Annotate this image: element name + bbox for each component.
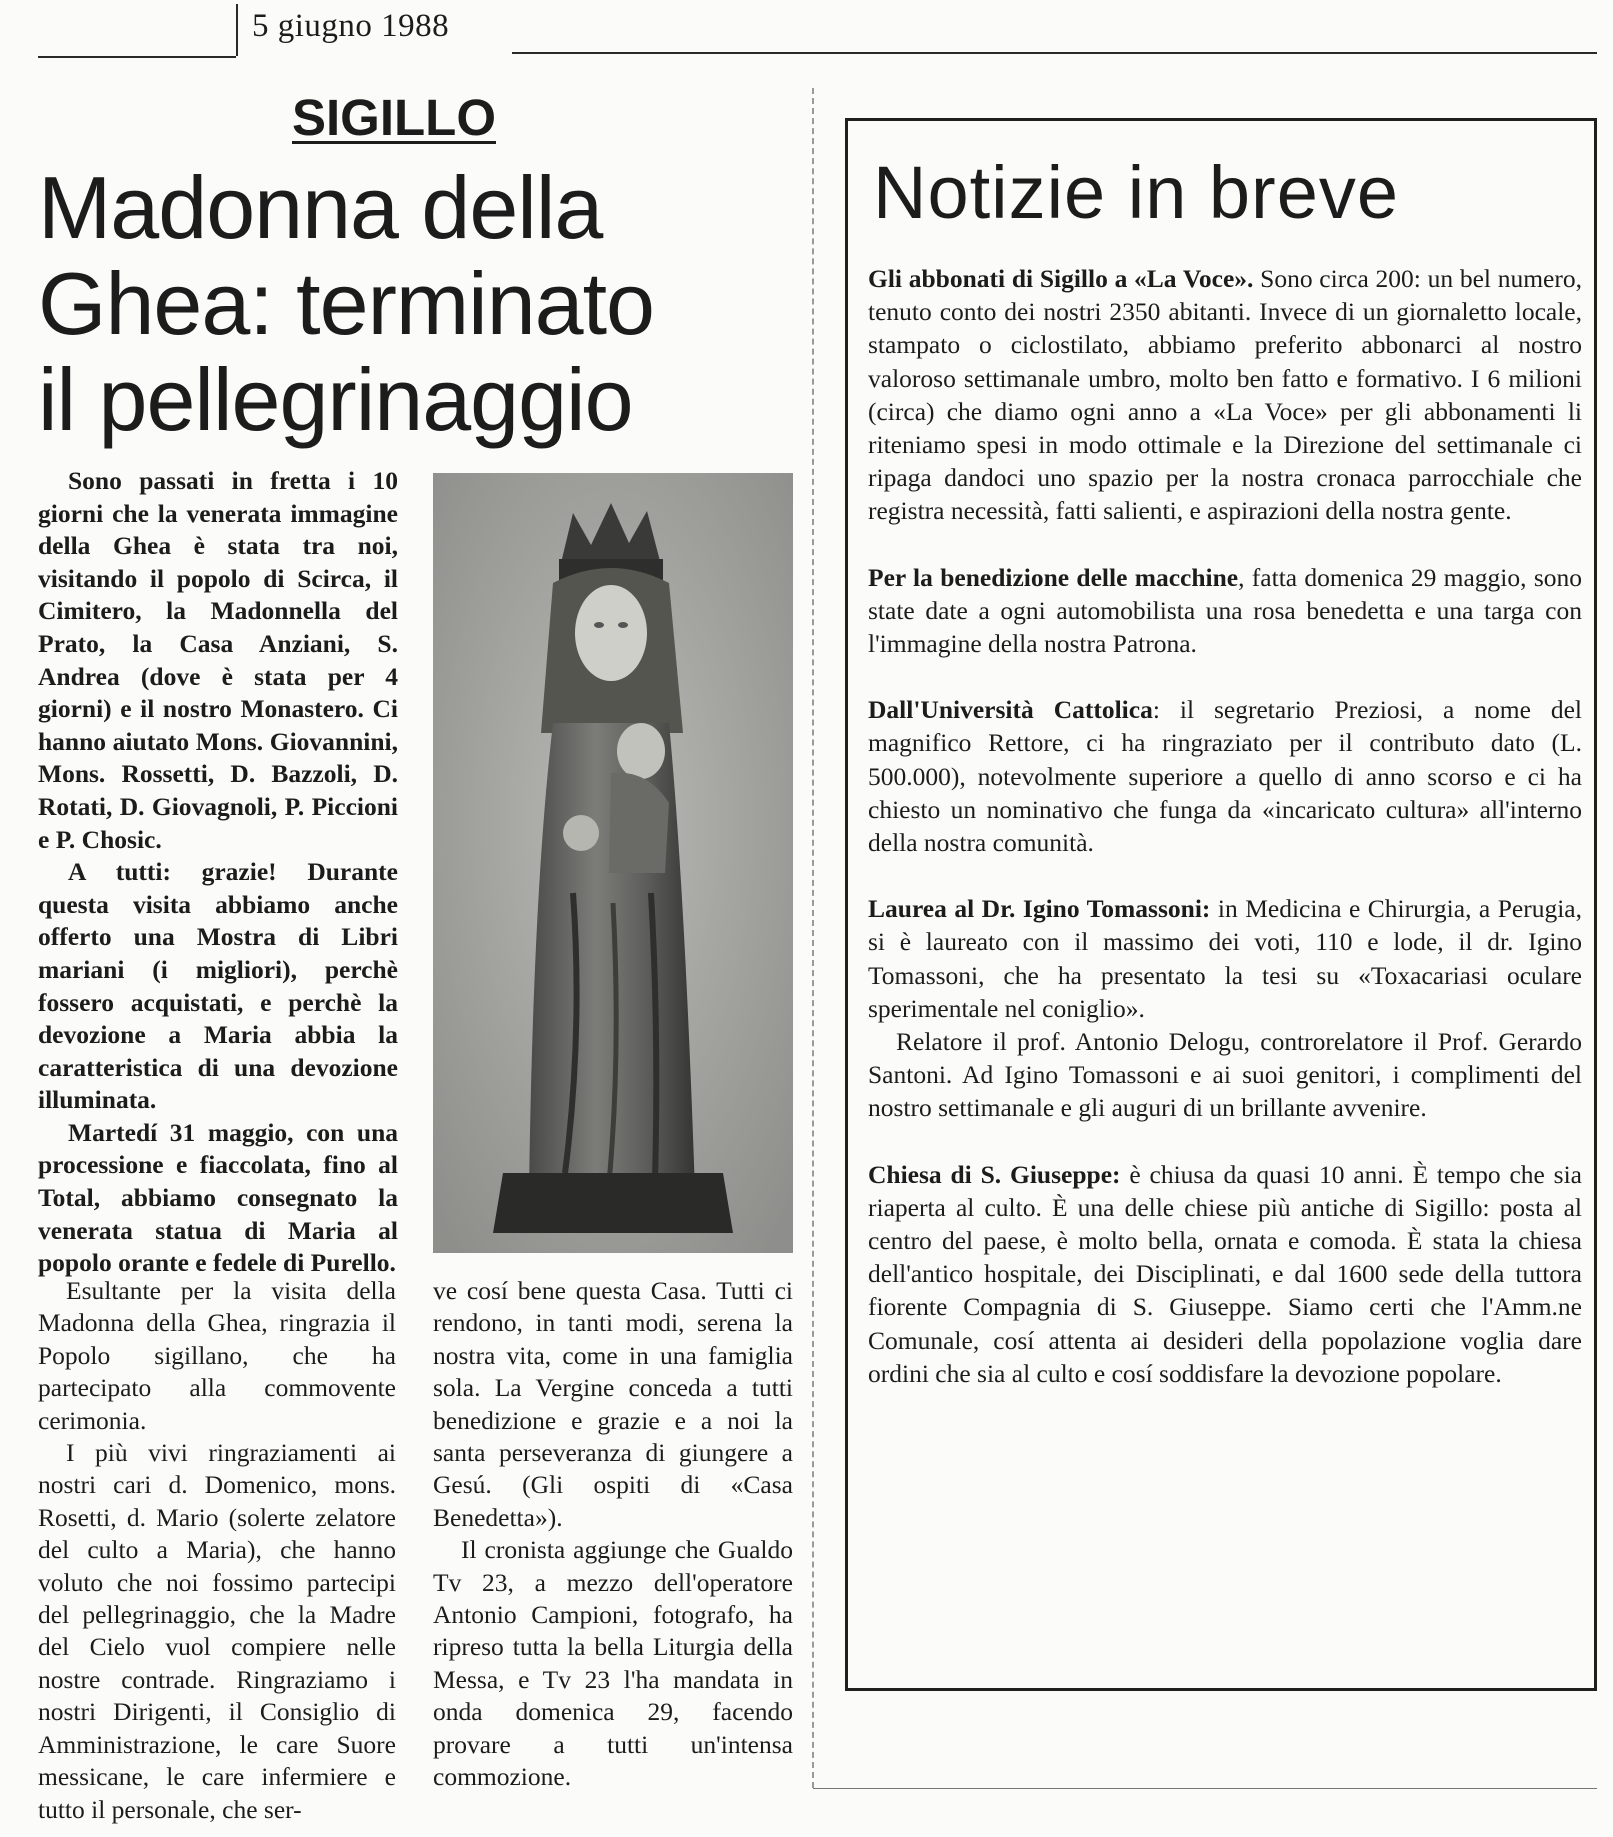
news-brief-items [868, 262, 1582, 1423]
brief-item-lead: Dall'Università Cattolica [868, 695, 1153, 725]
article-column-3 [433, 1275, 793, 1794]
dateline-tick [236, 4, 238, 56]
brief-item-text: è chiusa da quasi 10 anni. È tempo che sia riaperta al culto. È una delle chiese più antiche di Sigillo: posta al centro del paese, è molto bella, ornata e comoda. È stata la chiesa dell'antico hospitale, dei Disciplinati, e dal 1600 sede della tuttora fiorente Compagnia di S. Giuseppe. Siamo certi che l'Amm.ne Comunale, cosí attenta ai desideri della popolazione voglia dare ordini che sia al culto e cosí soddisfare la devozione popolare. [868, 1159, 1582, 1388]
news-brief-title: Notizie in breve [873, 151, 1400, 234]
article-headline [38, 160, 758, 448]
column-divider [812, 88, 815, 1788]
top-rule-right [512, 52, 1597, 54]
body-paragraph: ve cosí bene questa Casa. Tutti ci rendono, in tanti modi, serena la nostra vita, come in una famiglia sola. La Vergine conceda a tutti benedizione e grazie e a noi la santa perseveranza di giungere a Gesú. (Gli ospiti di «Casa Benedetta»). [433, 1276, 793, 1532]
bottom-rule [813, 1788, 1597, 1789]
brief-item-text: : il segretario Preziosi, a nome del magnifico Rettore, ci ha ringraziato per il contributo dato (L. 500.000), notevolmente superiore a quello di anno scorso e ci ha chiesto un nominativo che funga da «incaricato cultura» all'interno della nostra comunità. [868, 695, 1583, 858]
headline-line: il pellegrinaggio [38, 350, 633, 449]
lead-paragraph: Sono passati in fretta i 10 giorni che la venerata immagine della Ghea è stata tra noi, visitando il popolo di Scirca, il Cimitero, la Madonnella del Prato, la Casa Anziani, S. Andrea (dove è stata per 4 giorni) e il nostro Monastero. Ci hanno aiutato Mons. Giovannini, Mons. Rossetti, D. Bazzoli, D. Rotati, D. Giovagnoli, P. Piccioni e P. Chosic. [38, 466, 398, 854]
dateline: 5 giugno 1988 [252, 8, 450, 44]
brief-item-text: Sono circa 200: un bel numero, tenuto conto dei nostri 2350 abitanti. Invece di un giornaletto locale, stampato o ciclostilato, abbiamo preferito abbonarci al nostro valoroso settimanale umbro, molto ben fatto e formativo. I 6 milioni (circa) che diamo ogni anno a «La Voce» per gli abbonamenti li riteniamo spesi in modo ottimale e la Direzione del settimanale ci ripaga dandoci uno spazio per la nostra cronaca parrocchiale che registra necessità, fatti salienti, e aspirazioni della nostra gente. [868, 264, 1582, 526]
body-paragraph: Esultante per la visita della Madonna della Ghea, ringrazia il Popolo sigillano, che ha partecipato alla commovente cerimonia. [38, 1276, 396, 1435]
brief-item-lead: Per la benedizione delle macchine [868, 562, 1239, 592]
article-lead [38, 465, 398, 1280]
lead-paragraph: Martedí 31 maggio, con una processione e fiaccolata, fino al Total, abbiamo consegnato la venerata statua di Maria al popolo orante e fedele di Purello. [38, 1117, 398, 1278]
body-paragraph: Il cronista aggiunge che Gualdo Tv 23, a mezzo dell'operatore Antonio Campioni, fotografo, ha ripreso tutta la bella Liturgia della Messa, e Tv 23 l'ha mandata in onda domenica 29, facendo provare a tutti un'intensa commozione. [433, 1535, 793, 1792]
brief-item-lead: Laurea al Dr. Igino Tomassoni: [868, 894, 1211, 924]
brief-item-text: , fatta domenica 29 maggio, sono state date a ogni automobilista una rosa benedetta e una targa con l'immagine della nostra Patrona. [868, 562, 1582, 659]
brief-item-lead: Chiesa di S. Giuseppe: [868, 1159, 1121, 1189]
brief-item [868, 892, 1582, 1025]
brief-item [868, 693, 1582, 859]
madonna-statue-photo [433, 473, 793, 1253]
brief-item-lead: Gli abbonati di Sigillo a «La Voce». [868, 264, 1254, 293]
headline-line: Ghea: terminato [38, 254, 654, 353]
top-rule-left [38, 56, 236, 58]
body-paragraph: I più vivi ringraziamenti ai nostri cari d. Domenico, mons. Rosetti, d. Mario (solerte zelatore del culto a Maria), che hanno voluto che noi fossimo partecipi del pellegrinaggio, che la Madre del Cielo vuol compiere nelle nostre contrade. Ringraziamo i nostri Dirigenti, il Consiglio di Amministrazione, le care Suore messicane, le care infermiere e tutto il personale, che ser- [38, 1438, 396, 1824]
brief-item-text: in Medicina e Chirurgia, a Perugia, si è laureato con il massimo dei voti, 110 e lode, il dr. Igino Tomassoni, che ha presentato la tesi su «Toxacariasi oculare sperimentale nel coniglio». [868, 894, 1582, 1023]
brief-item [868, 1158, 1582, 1390]
lead-paragraph: A tutti: grazie! Durante questa visita abbiamo anche offerto una Mostra di Libri mariani (i migliori), perchè fossero acquistati, e perchè la devozione a Maria abbia la caratteristica di una devozione illuminata. [38, 857, 398, 1115]
section-label: SIGILLO [292, 89, 496, 146]
headline-line: Madonna della [38, 158, 603, 257]
brief-item-continuation: Relatore il prof. Antonio Delogu, controrelatore il Prof. Gerardo Santoni. Ad Igino Tomassoni e ai suoi genitori, i complimenti del nostro settimanale e gli auguri di un brillante avvenire. [868, 1027, 1582, 1123]
article-column-2 [38, 1275, 396, 1826]
brief-item [868, 262, 1582, 528]
brief-item [868, 561, 1582, 661]
